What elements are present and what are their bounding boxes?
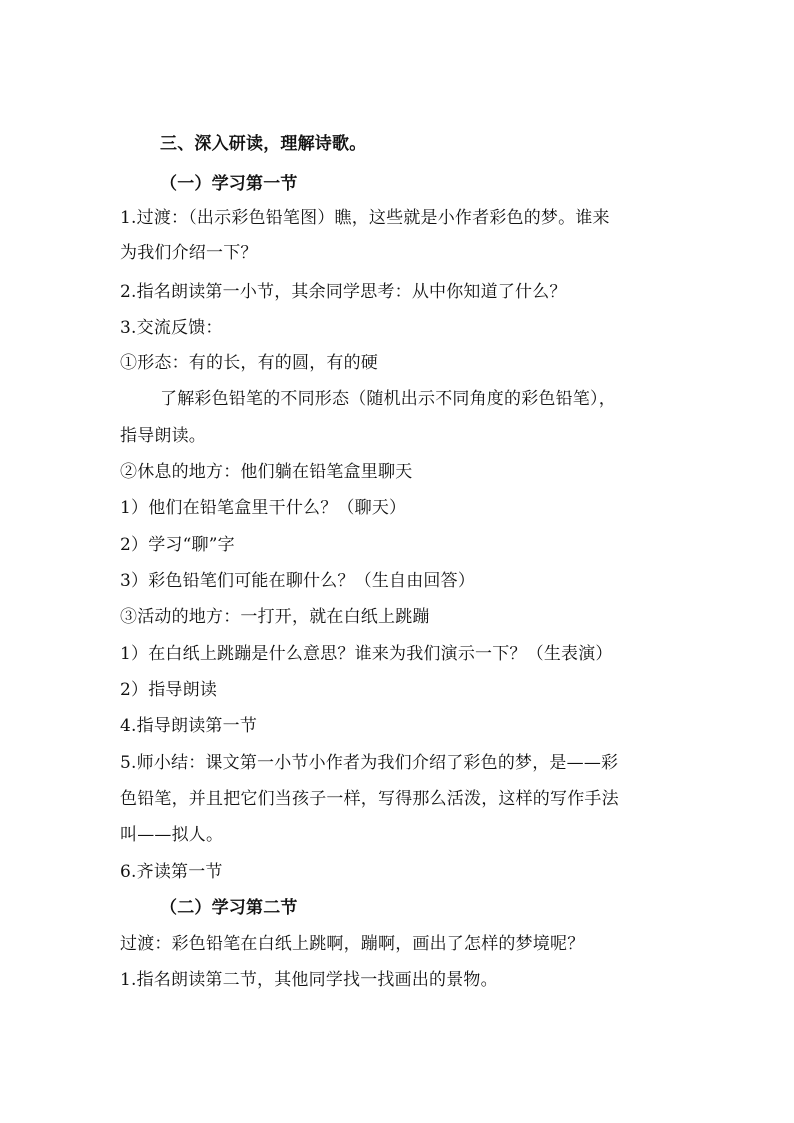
paragraph-2: 2.指名朗读第一小节，其余同学思考：从中你知道了什么？ <box>120 282 567 302</box>
subsection-title-2: （二）学习第二节 <box>160 898 298 918</box>
circled-item-1: ①形态：有的长，有的圆，有的硬 <box>120 353 378 373</box>
transition-2: 过渡：彩色铅笔在白纸上跳啊，蹦啊，画出了怎样的梦境呢？ <box>120 934 585 954</box>
paragraph-1-line-2: 为我们介绍一下？ <box>120 243 258 263</box>
paragraph-4: 4.指导朗读第一节 <box>120 716 258 736</box>
subsection-title-1: （一）学习第一节 <box>160 174 298 194</box>
paragraph-7: 1.指名朗读第二节，其他同学找一找画出的景物。 <box>120 970 498 990</box>
paragraph-6: 6.齐读第一节 <box>120 862 223 882</box>
circled-item-3: ③活动的地方：一打开，就在白纸上跳蹦 <box>120 607 430 627</box>
item-2-question-3: 3）彩色铅笔们可能在聊什么？（生自由回答） <box>120 571 476 591</box>
circled-item-2: ②休息的地方：他们躺在铅笔盒里聊天 <box>120 462 413 482</box>
paragraph-5-line-3: 叫——拟人。 <box>120 825 224 845</box>
item-2-question-1: 1）他们在铅笔盒里干什么？（聊天） <box>120 498 407 518</box>
item-1-note-line-2: 指导朗读。 <box>120 426 206 446</box>
item-2-question-2: 2）学习“聊”字 <box>120 535 235 555</box>
item-1-note-line-1: 了解彩色铅笔的不同形态（随机出示不同角度的彩色铅笔）， <box>160 389 616 409</box>
paragraph-5-line-2: 色铅笔，并且把它们当孩子一样，写得那么活泼，这样的写作手法 <box>120 789 619 809</box>
item-3-question-1: 1）在白纸上跳蹦是什么意思？谁来为我们演示一下？（生表演） <box>120 644 613 664</box>
paragraph-1-line-1: 1.过渡：（出示彩色铅笔图）瞧，这些就是小作者彩色的梦。谁来 <box>120 208 610 228</box>
paragraph-3: 3.交流反馈： <box>120 318 223 338</box>
paragraph-5-line-1: 5.师小结：课文第一小节小作者为我们介绍了彩色的梦，是——彩 <box>120 753 619 773</box>
section-title: 三、深入研读，理解诗歌。 <box>160 134 367 154</box>
item-3-question-2: 2）指导朗读 <box>120 680 218 700</box>
